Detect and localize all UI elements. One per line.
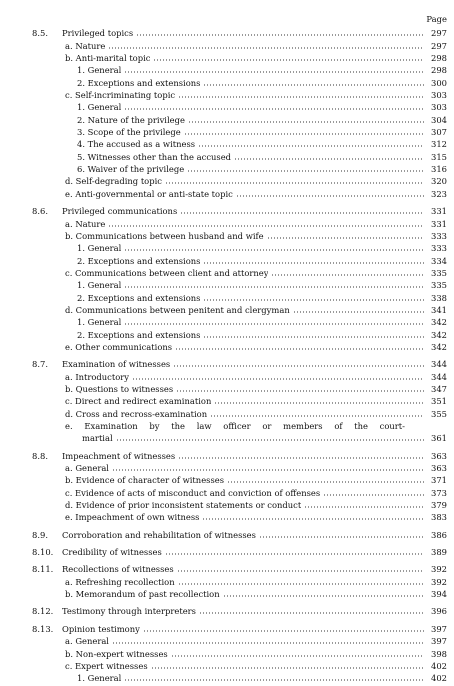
page-number: 335 <box>431 267 447 278</box>
dot-leader <box>165 553 424 555</box>
dot-leader <box>234 158 424 160</box>
toc-entry <box>0 449 454 461</box>
entry-title: Recollections of witnesses <box>62 564 174 575</box>
entry-title: c. Evidence of acts of misconduct and conviction of offenses <box>65 487 321 498</box>
toc-entry <box>0 254 454 266</box>
entry-title: Impeachment of witnesses <box>62 450 176 461</box>
dot-leader <box>203 336 424 338</box>
dot-leader <box>124 323 424 325</box>
entry-title: Testimony through interpreters <box>62 606 196 617</box>
page-number: 316 <box>431 164 447 175</box>
entry-title: 1. General <box>77 280 122 291</box>
toc-entry <box>0 605 454 617</box>
page-number: 297 <box>431 40 447 51</box>
page-number: 402 <box>431 660 447 671</box>
page-number: 335 <box>431 280 447 291</box>
entry-title: a. Nature <box>65 218 106 229</box>
page-number: 304 <box>431 114 447 125</box>
dot-leader <box>165 182 424 184</box>
entry-title: 4. The accused as a witness <box>77 139 196 150</box>
page-number: 344 <box>431 371 447 382</box>
toc-entry <box>0 175 454 187</box>
toc-entry <box>0 341 454 353</box>
toc-entry <box>0 622 454 634</box>
dot-leader <box>203 299 424 301</box>
entry-title: c. Self-incriminating topic <box>65 90 176 101</box>
toc-entry <box>0 113 454 125</box>
toc-entry <box>0 407 454 419</box>
toc-entry <box>0 205 454 217</box>
toc-entry <box>0 279 454 291</box>
entry-title: b. Evidence of character of witnesses <box>65 475 225 486</box>
page-number: 397 <box>431 636 447 647</box>
toc-entry <box>0 358 454 370</box>
toc-entry <box>0 432 454 444</box>
page-number: 300 <box>431 77 447 88</box>
dot-leader <box>175 348 424 350</box>
page-number: 331 <box>431 206 447 217</box>
section-number: 8.9. <box>32 529 48 540</box>
toc-entry <box>0 486 454 498</box>
entry-title: 2. Exceptions and extensions <box>77 255 201 266</box>
page-number: 303 <box>431 102 447 113</box>
toc-entry <box>0 267 454 279</box>
toc-entry <box>0 395 454 407</box>
dot-leader <box>199 612 424 614</box>
entry-title: Privileged topics <box>62 28 134 39</box>
page-number: 379 <box>431 500 447 511</box>
toc-entry <box>0 138 454 150</box>
dot-leader <box>271 274 424 276</box>
dot-leader <box>184 133 424 135</box>
section-number: 8.5. <box>32 28 48 39</box>
dot-leader <box>178 583 424 585</box>
section-number: 8.12. <box>32 606 54 617</box>
toc-entry <box>0 242 454 254</box>
entry-title: 1. General <box>77 673 122 684</box>
page-number: 331 <box>431 218 447 229</box>
toc-entry <box>0 588 454 600</box>
section-number: 8.7. <box>32 359 48 370</box>
entry-title: 2. Exceptions and extensions <box>77 292 201 303</box>
toc-entry <box>0 304 454 316</box>
dot-leader <box>112 469 424 471</box>
entry-title: 2. Exceptions and extensions <box>77 77 201 88</box>
page-number: 389 <box>431 547 447 558</box>
dot-leader <box>323 494 424 496</box>
entry-title <box>65 420 405 432</box>
dot-leader <box>108 47 424 49</box>
entry-title: d. Evidence of prior inconsistent statements or conduct <box>65 500 302 511</box>
toc-entry <box>0 462 454 474</box>
dot-leader <box>223 595 424 597</box>
section-number: 8.8. <box>32 450 48 461</box>
toc-entry <box>0 635 454 647</box>
entry-title-text: e. Examination by the law officer or members of the court- <box>65 421 405 431</box>
toc-entry <box>0 546 454 558</box>
entry-title: b. Memorandum of past recollection <box>65 589 220 600</box>
page-number: 298 <box>431 65 447 76</box>
dot-leader <box>124 71 424 73</box>
dot-leader <box>176 390 424 392</box>
toc-entry <box>0 328 454 340</box>
dot-leader <box>198 145 424 147</box>
page-number: 323 <box>431 188 447 199</box>
page-number: 341 <box>431 304 447 315</box>
toc-entry <box>0 126 454 138</box>
page-number: 398 <box>431 648 447 659</box>
toc-entry <box>0 101 454 113</box>
toc-entry <box>0 660 454 672</box>
entry-title: Opinion testimony <box>62 623 140 634</box>
page-number: 386 <box>431 529 447 540</box>
toc-entry <box>0 150 454 162</box>
dot-leader <box>180 212 424 214</box>
dot-leader <box>124 108 424 110</box>
page-number: 351 <box>431 396 447 407</box>
page-number: 315 <box>431 151 447 162</box>
entry-title: a. Introductory <box>65 371 130 382</box>
dot-leader <box>108 225 424 227</box>
page-number: 355 <box>431 408 447 419</box>
dot-leader <box>259 536 424 538</box>
entry-title: 3. Scope of the privilege <box>77 127 181 138</box>
toc-entry <box>0 39 454 51</box>
toc-entry <box>0 563 454 575</box>
toc-entry <box>0 163 454 175</box>
entry-title: b. Non-expert witnesses <box>65 648 168 659</box>
entry-title: Examination of witnesses <box>62 359 171 370</box>
entry-title: a. General <box>65 463 109 474</box>
entry-title: 1. General <box>77 243 122 254</box>
toc-entry <box>0 575 454 587</box>
section-number: 8.6. <box>32 206 48 217</box>
page-number: 363 <box>431 463 447 474</box>
table-of-contents <box>0 27 454 684</box>
dot-leader <box>202 518 424 520</box>
dot-leader <box>136 34 424 36</box>
dot-leader <box>173 365 424 367</box>
page-number: 394 <box>431 589 447 600</box>
toc-entry <box>0 76 454 88</box>
entry-title: d. Communications between penitent and clergyman <box>65 304 290 315</box>
section-number: 8.11. <box>32 564 54 575</box>
page-number: 307 <box>431 127 447 138</box>
dot-leader <box>153 59 424 61</box>
toc-entry <box>0 217 454 229</box>
page-number: 397 <box>431 623 447 634</box>
dot-leader <box>227 481 424 483</box>
entry-title: c. Expert witnesses <box>65 660 148 671</box>
toc-entry <box>0 647 454 659</box>
toc-entry <box>0 528 454 540</box>
toc-entry <box>0 383 454 395</box>
dot-leader <box>178 96 424 98</box>
page-number: 361 <box>431 433 447 444</box>
toc-entry <box>0 474 454 486</box>
entry-title: martial <box>82 433 113 444</box>
dot-leader <box>236 195 424 197</box>
toc-entry <box>0 187 454 199</box>
entry-title: e. Impeachment of own witness <box>65 512 200 523</box>
entry-title: 1. General <box>77 65 122 76</box>
dot-leader <box>187 170 424 172</box>
page-number: 371 <box>431 475 447 486</box>
page-number: 392 <box>431 576 447 587</box>
toc-entry <box>0 316 454 328</box>
page-number: 333 <box>431 230 447 241</box>
page-number: 338 <box>431 292 447 303</box>
dot-leader <box>124 249 424 251</box>
toc-entry <box>0 52 454 64</box>
page-number: 392 <box>431 564 447 575</box>
dot-leader <box>210 415 424 417</box>
dot-leader <box>203 262 424 264</box>
page-number: 396 <box>431 606 447 617</box>
toc-entry <box>0 420 454 432</box>
toc-entry <box>0 230 454 242</box>
dot-leader <box>214 402 424 404</box>
dot-leader <box>188 121 424 123</box>
entry-title: c. Communications between client and attorney <box>65 267 269 278</box>
entry-title: Corroboration and rehabilitation of witnesses <box>62 529 256 540</box>
toc-entry <box>0 89 454 101</box>
entry-title: b. Anti-marital topic <box>65 53 151 64</box>
entry-title: d. Cross and recross-examination <box>65 408 208 419</box>
entry-title: a. Refreshing recollection <box>65 576 175 587</box>
dot-leader <box>177 570 424 572</box>
page-number: 333 <box>431 243 447 254</box>
entry-title: 1. General <box>77 102 122 113</box>
entry-title: b. Questions to witnesses <box>65 383 174 394</box>
page-number: 363 <box>431 450 447 461</box>
dot-leader <box>132 378 424 380</box>
toc-entry <box>0 27 454 39</box>
dot-leader <box>151 667 424 669</box>
entry-title: 2. Exceptions and extensions <box>77 329 201 340</box>
dot-leader <box>124 679 424 681</box>
page-column-header: Page <box>426 14 447 24</box>
dot-leader <box>293 311 424 313</box>
dot-leader <box>203 84 424 86</box>
toc-entry <box>0 511 454 523</box>
toc-entry <box>0 291 454 303</box>
dot-leader <box>267 237 424 239</box>
toc-entry <box>0 672 454 684</box>
entry-title: c. Direct and redirect examination <box>65 396 212 407</box>
entry-title: 6. Waiver of the privilege <box>77 164 185 175</box>
dot-leader <box>178 457 424 459</box>
entry-title: d. Self-degrading topic <box>65 176 162 187</box>
toc-entry <box>0 64 454 76</box>
entry-title: e. Anti-governmental or anti-state topic <box>65 188 233 199</box>
page-number: 303 <box>431 90 447 101</box>
entry-title: a. General <box>65 636 109 647</box>
entry-title: a. Nature <box>65 40 106 51</box>
page-number: 342 <box>431 329 447 340</box>
page-number: 312 <box>431 139 447 150</box>
entry-title: b. Communications between husband and wife <box>65 230 264 241</box>
entry-title: Credibility of witnesses <box>62 547 162 558</box>
dot-leader <box>116 439 424 441</box>
entry-title: 5. Witnesses other than the accused <box>77 151 232 162</box>
entry-title: e. Other communications <box>65 341 173 352</box>
page-number: 344 <box>431 359 447 370</box>
entry-title: Privileged communications <box>62 206 178 217</box>
section-number: 8.10. <box>32 547 54 558</box>
page-number: 342 <box>431 317 447 328</box>
page-number: 298 <box>431 53 447 64</box>
dot-leader <box>124 286 424 288</box>
dot-leader <box>304 506 424 508</box>
toc-entry <box>0 370 454 382</box>
page-number: 402 <box>431 673 447 684</box>
dot-leader <box>112 642 424 644</box>
entry-title: 1. General <box>77 317 122 328</box>
dot-leader <box>171 655 424 657</box>
toc-entry <box>0 499 454 511</box>
dot-leader <box>143 630 424 632</box>
page-number: 297 <box>431 28 447 39</box>
page-number: 342 <box>431 341 447 352</box>
page-number: 347 <box>431 383 447 394</box>
entry-title: 2. Nature of the privilege <box>77 114 185 125</box>
section-number: 8.13. <box>32 623 54 634</box>
page-number: 334 <box>431 255 447 266</box>
page-number: 320 <box>431 176 447 187</box>
page-number: 373 <box>431 487 447 498</box>
page-number: 383 <box>431 512 447 523</box>
